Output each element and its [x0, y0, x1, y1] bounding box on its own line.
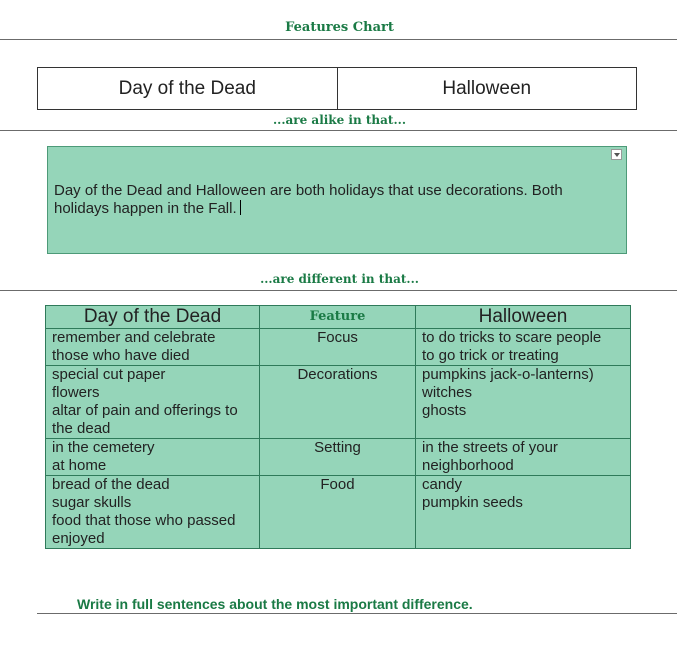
- header-halloween[interactable]: Halloween: [416, 306, 631, 329]
- cell-left[interactable]: [46, 366, 260, 439]
- divider: [0, 130, 677, 131]
- cell-line: in the streets of your: [422, 439, 558, 456]
- chevron-down-icon[interactable]: [611, 149, 622, 160]
- alike-heading: ...are alike in that...: [272, 113, 407, 127]
- cell-line: in the cemetery: [52, 439, 155, 456]
- cell-line: food that those who passed: [52, 512, 236, 529]
- alike-text: Day of the Dead and Halloween are both holidays that use decorations. Both holidays happen in the Fall.: [54, 182, 563, 217]
- table-row: [46, 329, 631, 366]
- table-row: [46, 366, 631, 439]
- cell-line: to go trick or treating: [422, 347, 559, 364]
- cell-line: bread of the dead: [52, 476, 170, 493]
- cell-line: at home: [52, 457, 107, 474]
- compare-right-cell[interactable]: Halloween: [337, 68, 637, 109]
- cell-line: enjoyed: [52, 530, 105, 547]
- cell-line: sugar skulls: [52, 494, 132, 511]
- alike-text-box[interactable]: [47, 146, 627, 254]
- text-cursor: [240, 200, 241, 215]
- divider: [0, 290, 677, 291]
- cell-feature[interactable]: Food: [260, 476, 416, 549]
- cell-right[interactable]: [416, 476, 631, 549]
- table-header-row: [46, 306, 631, 329]
- page-title: Features Chart: [285, 20, 394, 35]
- header-feature[interactable]: Feature: [260, 306, 416, 329]
- cell-line: neighborhood: [422, 457, 514, 474]
- cell-line: pumpkins jack-o-lanterns): [422, 366, 594, 383]
- table-row: [46, 439, 631, 476]
- cell-line: witches: [422, 384, 473, 401]
- cell-line: those who have died: [52, 347, 190, 364]
- differences-table: [45, 305, 631, 549]
- cell-line: remember and celebrate: [52, 329, 216, 346]
- cell-feature[interactable]: Decorations: [260, 366, 416, 439]
- write-prompt: Write in full sentences about the most important difference.: [77, 596, 473, 612]
- cell-line: ghosts: [422, 402, 467, 419]
- header-day-of-the-dead[interactable]: Day of the Dead: [46, 306, 260, 329]
- cell-left[interactable]: [46, 439, 260, 476]
- different-heading: ...are different in that...: [260, 272, 419, 286]
- compare-table: [37, 67, 637, 110]
- cell-line: pumpkin seeds: [422, 494, 523, 511]
- table-row: [46, 476, 631, 549]
- cell-line: flowers: [52, 384, 100, 401]
- cell-feature[interactable]: Setting: [260, 439, 416, 476]
- cell-line: candy: [422, 476, 463, 493]
- divider: [37, 613, 677, 614]
- cell-line: the dead: [52, 420, 111, 437]
- cell-right[interactable]: [416, 439, 631, 476]
- cell-line: altar of pain and offerings to: [52, 402, 238, 419]
- alike-text-content[interactable]: [54, 182, 596, 218]
- cell-line: to do tricks to scare people: [422, 329, 602, 346]
- cell-right[interactable]: [416, 366, 631, 439]
- compare-left-cell[interactable]: Day of the Dead: [118, 77, 256, 99]
- cell-right[interactable]: [416, 329, 631, 366]
- cell-left[interactable]: [46, 476, 260, 549]
- divider: [0, 39, 677, 40]
- cell-feature[interactable]: Focus: [260, 329, 416, 366]
- cell-left[interactable]: [46, 329, 260, 366]
- cell-line: special cut paper: [52, 366, 166, 383]
